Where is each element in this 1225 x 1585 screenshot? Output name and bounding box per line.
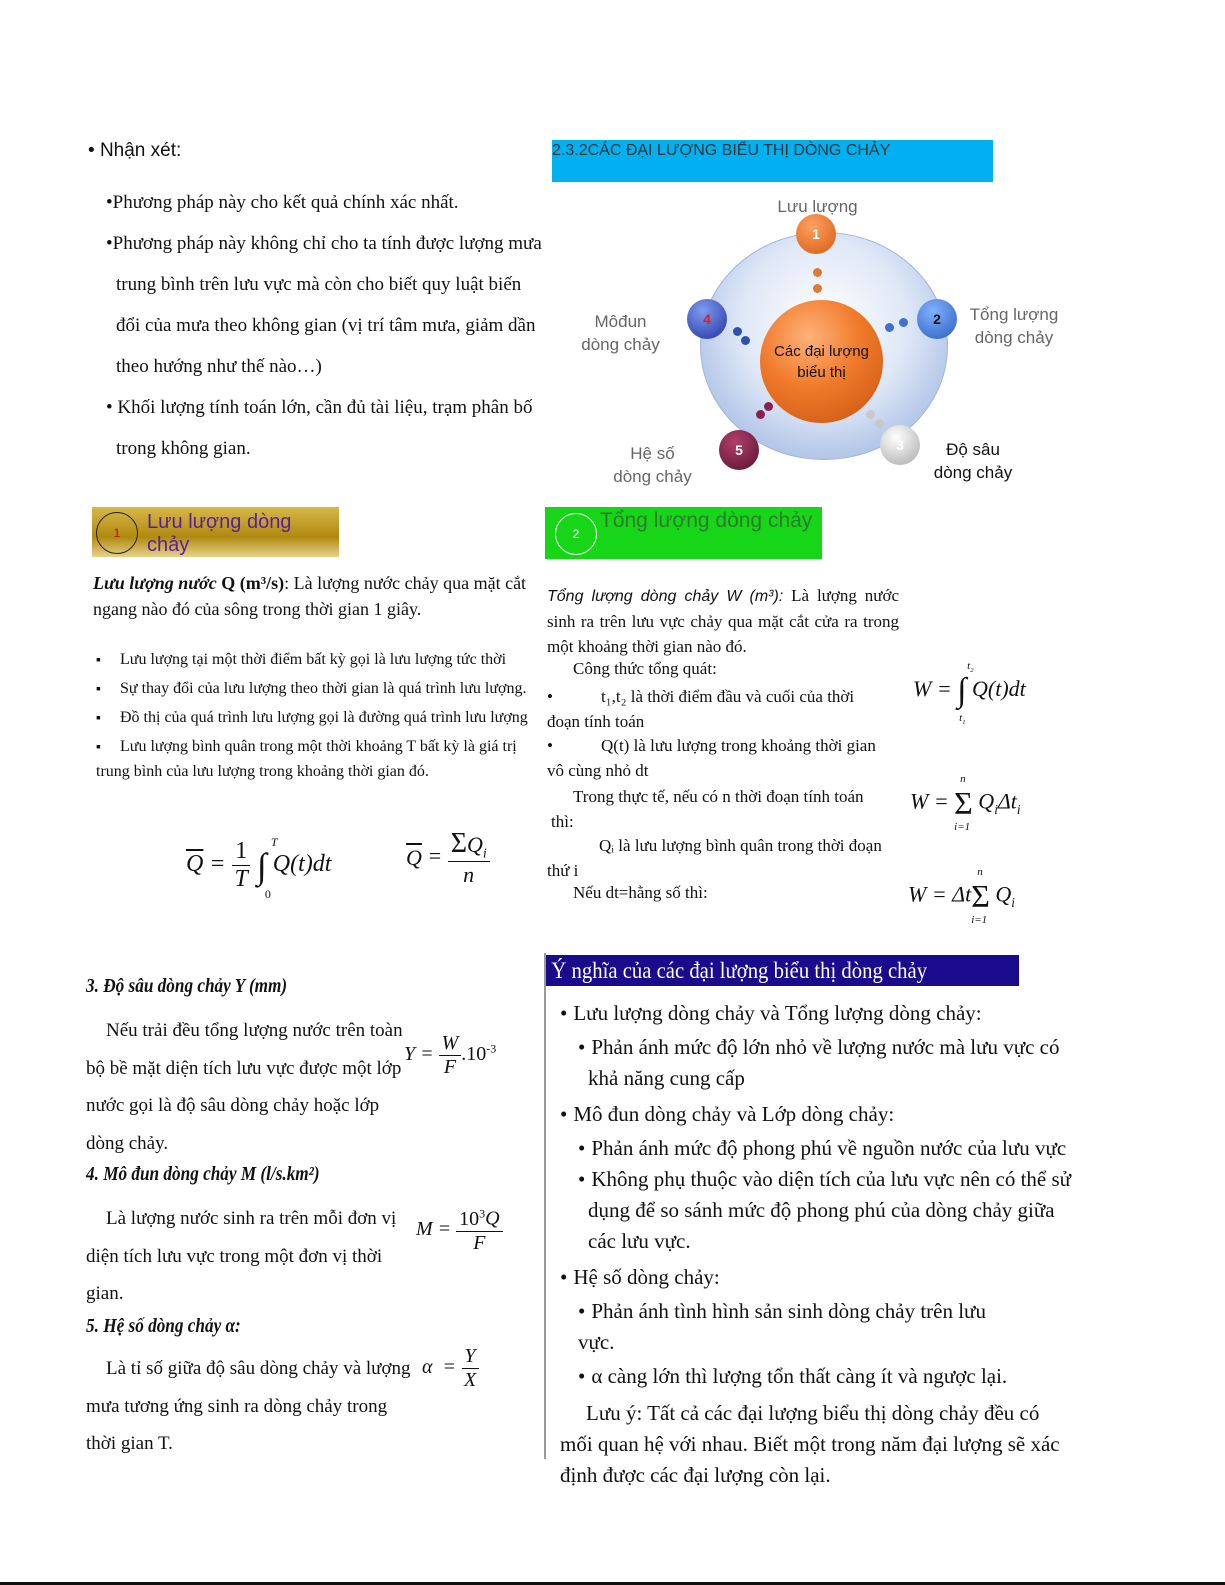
remark-3-cont: trong không gian. [116,438,251,459]
connector-dot [899,318,908,327]
diagram-node-4: 4 [687,299,727,339]
formula-q-mean-sum: $\overline{Q}$ = $\frac{\Sigma Q_i}{n}$ [406,828,490,888]
diagram-center [760,300,883,423]
meaning-l1a: • Phản ánh mức độ lớn nhỏ về lượng nước mà lưu vực có [560,1032,1026,1063]
list-item: ▪ Sự thay đổi của lưu lượng theo thời gian là quá trình lưu lượng. [120,674,550,703]
meaning-l2d: các lưu vực. [588,1229,691,1253]
formula-w-sum: W = Σ n i=1 $Q_i\Delta t_i$ [910,773,1021,833]
diagram-node-2: 2 [917,299,957,339]
remarks-list [106,182,556,469]
meaning-note-2: mối quan hệ với nhau. Biết một trong năm đại lượng sẽ xác [560,1432,1060,1456]
meaning-l3: • Hệ số dòng chảy: [560,1262,1026,1293]
meaning-note-1: Lưu ý: Tất cả các đại lượng biểu thị dòng chảy đều có [586,1401,1040,1425]
remark-2: •Phương pháp này không chỉ cho ta tính được lượng mưa [106,233,542,254]
section2-general-formula-label: Công thức tổng quát: [573,659,717,678]
section1-header [92,507,339,557]
list-item: ▪ Đồ thị của quá trình lưu lượng gọi là đường quá trình lưu lượng [120,703,550,732]
section4-text: Là lượng nước sinh ra trên mỗi đơn vị diện tích lưu vực trong một đơn vị thời gian. [86,1208,397,1304]
formula-y: Y = $\frac{W}{F}$ $.10^{-3}$ [404,1032,497,1078]
section3-title: 3. Độ sâu dòng chảy Y (mm) [86,975,288,997]
section1-definition: Lưu lượng nước Q (m³/s): Là lượng nước chảy qua mặt cắt ngang nào đó của sông trong thời gian 1 giây. [93,573,527,619]
meaning-l2c: dụng để so sánh mức độ phong phú của dòng chảy giữa [588,1198,1055,1222]
diagram-node-1: 1 [796,214,836,254]
connector-dot [741,336,750,345]
section2-header [545,507,822,559]
remark-2-cont2: đổi của mưa theo không gian (vị trí tâm mưa, giảm dần [116,315,536,336]
diagram-title: 2.3.2CÁC ĐẠI LƯỢNG BIỂU THỊ DÒNG CHẢY [552,142,891,159]
diagram-node-5: 5 [719,430,759,470]
section2-constant-dt: Nếu dt=hằng số thì: [573,883,708,902]
diagram-node-3: 3 [880,425,920,465]
meaning-left-border [544,953,546,1459]
connector-dot [875,419,884,428]
meaning-body [560,998,1072,1491]
diagram-label-5: Hệ số dòng chảy [613,444,692,486]
diagram-label-4: Môđun dòng chảy [581,312,660,354]
section5-title: 5. Hệ số dòng chảy α: [86,1315,241,1337]
remark-3: • Khối lượng tính toán lớn, cần đủ tài liệu, trạm phân bố [106,397,533,418]
connector-dot [813,284,822,293]
diagram-center-label: Các đại lượng biểu thị [774,342,869,381]
section5-text: Là tỉ số giữa độ sâu dòng chảy và lượng mưa tương ứng sinh ra dòng chảy trong thời gian T. [86,1358,411,1454]
section1-list-cont: trung bình của lưu lượng trong khoảng thời gian đó. [96,763,429,780]
diagram-label-3: Độ sâu dòng chảy [933,440,1013,482]
section1-list [120,645,550,761]
meaning-title-bar [546,955,1019,986]
connector-dot [733,327,742,336]
remarks-heading: • Nhận xét: [88,140,182,161]
formula-w-const: W = ΔtΣ n i=1 $Q_i$ [908,866,1015,926]
section2-definition: Tổng lượng dòng chảy W (m³): Là lượng nước sinh ra trên lưu vực chảy qua mặt cắt cửa ra trong một khoảng thời gian nào đó. [547,586,900,656]
meaning-l1b: khả năng cung cấp [588,1066,745,1090]
list-item: ▪ Lưu lượng bình quân trong một thời khoảng T bất kỳ là giá trị [120,732,550,761]
connector-dot [885,323,894,332]
meaning-l1: • Lưu lượng dòng chảy và Tổng lượng dòng chảy: [560,998,1026,1029]
section4-title: 4. Mô đun dòng chảy M (l/s.km²) [86,1163,320,1185]
meaning-l2: • Mô đun dòng chảy và Lớp dòng chảy: [560,1099,1026,1130]
connector-dot [813,268,822,277]
section2-title: Tổng lượng dòng chảy [600,509,813,532]
formula-w-integral: W = ∫ $t_2$ $t_1$ Q(t)dt [913,660,1026,727]
section2-n-desc: Trong thực tế, nếu có n thời đoạn tính toán thì: [551,787,864,831]
meaning-title: Ý nghĩa của các đại lượng biểu thị dòng chảy [551,958,928,983]
section2-t-desc: • t₁,t₂ là thời điểm đầu và cuối của thời đoạn tính toán [547,687,855,731]
formula-q-mean-integral: $\overline{Q}$ = $\frac{1}{T}$ ∫ T 0 Q(t)dt [186,834,332,901]
diagram-label-2: Tổng lượng dòng chảy [969,305,1059,347]
section2-qt-desc: • Q(t) là lưu lượng trong khoảng thời gian vô cùng nhỏ dt [547,736,876,780]
connector-dot [756,410,765,419]
remark-2-cont: trung bình trên lưu vực mà còn cho biết quy luật biến [116,274,522,295]
section2-qi-desc: Qᵢ là lưu lượng bình quân trong thời đoạn thứ i [547,836,882,880]
section2-badge: 2 [555,513,597,555]
section1-title: Lưu lượng dòng chảy [147,511,292,556]
meaning-note-3: định được các đại lượng còn lại. [560,1463,831,1487]
formula-alpha: α = $\frac{Y}{X}$ [422,1345,479,1392]
connector-dot [866,410,875,419]
connector-dot [764,402,773,411]
section3-text: Nếu trải đều tổng lượng nước trên toàn bộ bề mặt diện tích lưu vực được một lớp nước gọi là độ sâu dòng chảy hoặc lớp dòng chảy. [86,1020,403,1154]
meaning-l2a: • Phản ánh mức độ phong phú về nguồn nước của lưu vực [560,1133,1026,1164]
meaning-l3a: • Phản ánh tình hình sản sinh dòng chảy trên lưu vực. [560,1296,1026,1358]
diagram-label-1: Lưu lượng [777,197,858,216]
diagram-title-bar [552,140,993,182]
remark-1: •Phương pháp này cho kết quả chính xác nhất. [106,192,459,213]
remark-2-cont3: theo hướng như thế nào…) [116,356,322,377]
section1-badge: 1 [96,512,138,554]
meaning-l2b: • Không phụ thuộc vào diện tích của lưu vực nên có thể sử [560,1164,1026,1195]
list-item: ▪ Lưu lượng tại một thời điểm bất kỳ gọi là lưu lượng tức thời [120,645,550,674]
meaning-l3b: • α càng lớn thì lượng tổn thất càng ít và ngược lại. [560,1361,1026,1392]
formula-m: M = $\frac{10^3Q}{F}$ [416,1206,503,1255]
